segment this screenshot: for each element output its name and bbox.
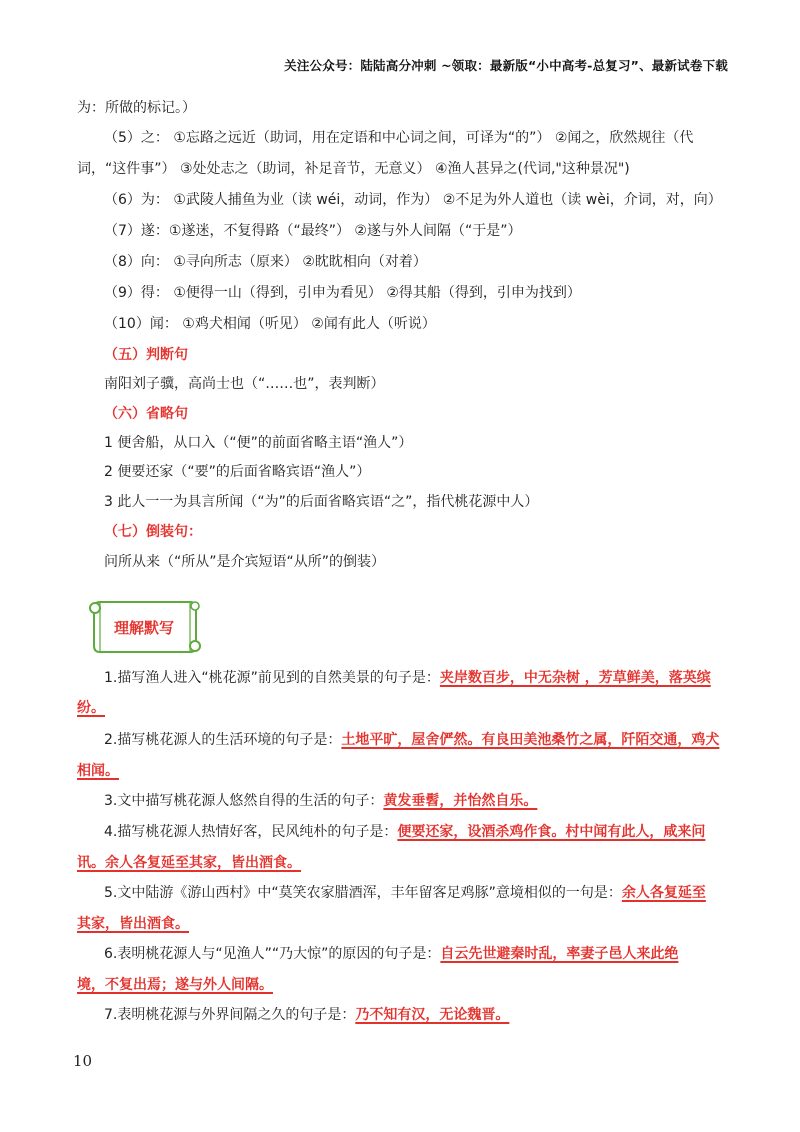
text-line: （9）得： ①便得一山（得到，引申为看见） ②得其船（得到，引申为找到）	[104, 285, 581, 301]
question-6	[104, 944, 678, 964]
section-heading: （七）倒装句：	[104, 524, 202, 540]
question-prompt: 2.描写桃花源人的生活环境的句子是：	[104, 732, 342, 748]
text-line: 2 便要还家（“要”的后面省略宾语“渔人”）	[104, 464, 371, 480]
answer-text: 讯。余人各复延至其家，皆出酒食。	[77, 855, 301, 871]
section-heading: （六）省略句	[104, 406, 188, 422]
page-number: 10	[73, 1052, 93, 1070]
question-1	[104, 668, 711, 688]
question-2	[104, 730, 719, 750]
question-1-cont	[77, 698, 105, 718]
answer-text: 自云先世避秦时乱，率妻子邑人来此绝	[440, 946, 679, 962]
text-line: 3 此人一一为具言所闻（“为”的后面省略宾语“之”，指代桃花源中人）	[104, 494, 539, 510]
answer-text: 余人各复延至	[621, 885, 706, 901]
question-5-cont	[77, 914, 189, 934]
text-line: 为：所做的标记。）	[77, 100, 196, 116]
answer-text: 乃不知有汉，无论魏晋。	[355, 1007, 510, 1023]
question-5	[104, 883, 706, 903]
answer-text: 纷。	[77, 700, 105, 716]
text-line: 词，“这件事”） ③处处志之（助词，补足音节，无意义） ④渔人甚异之(代词,"这种景况")	[77, 161, 630, 177]
text-line: 问所从来（“所从”是介宾短语“从所”的倒装）	[104, 554, 386, 570]
question-3	[104, 791, 537, 811]
text-line: （6）为： ①武陵人捕鱼为业（读 wéi，动词，作为） ②不足为外人道也（读 wèi，介词，对，向）	[104, 192, 722, 208]
answer-text: 相闻。	[77, 763, 119, 779]
question-prompt: 1.描写渔人进入“桃花源”前见到的自然美景的句子是：	[104, 670, 440, 686]
section-banner-title: 理解默写	[113, 618, 174, 637]
question-2-cont	[77, 761, 119, 781]
answer-text: 境，不复出焉；遂与外人间隔。	[77, 977, 273, 993]
answer-text: 土地平旷，屋舍俨然。有良田美池桑竹之属，阡陌交通，鸡犬	[341, 732, 720, 748]
question-prompt: 6.表明桃花源人与“见渔人”“乃大惊”的原因的句子是：	[104, 946, 441, 962]
question-6-cont	[77, 975, 273, 995]
question-prompt: 7.表明桃花源与外界间隔之久的句子是：	[104, 1007, 356, 1023]
question-7	[104, 1005, 509, 1025]
section-heading: （五）判断句	[104, 347, 188, 363]
text-line: （7）遂：①遂迷，不复得路（“最终”） ②遂与外人间隔（“于是”）	[104, 223, 522, 239]
page-header: 关注公众号：陆陆高分冲刺 ~领取：最新版“小中高考-总复习”、最新试卷下载	[284, 58, 728, 73]
answer-text: 便要还家，设酒杀鸡作食。村中闻有此人，咸来问	[397, 824, 706, 840]
question-4-cont	[77, 853, 301, 873]
text-line: （8）向： ①寻向所志（原来） ②眈眈相向（对着）	[104, 254, 427, 270]
answer-text: 其家，皆出酒食。	[77, 916, 189, 932]
text-line: （5）之： ①忘路之远近（助词，用在定语和中心词之间，可译为“的”） ②闻之，欣然规往（代	[104, 130, 694, 146]
question-prompt: 5.文中陆游《游山西村》中“莫笑农家腊酒浑，丰年留客足鸡豚”意境相似的一句是：	[104, 885, 622, 901]
answer-text: 夹岸数百步，中无杂树 ，芳草鲜美，落英缤	[439, 670, 711, 686]
question-4	[104, 822, 705, 842]
question-prompt: 3.文中描写桃花源人悠然自得的生活的句子：	[104, 793, 384, 809]
answer-text: 黄发垂髫，并怡然自乐。	[383, 793, 538, 809]
text-line: （10）闻： ①鸡犬相闻（听见） ②闻有此人（听说）	[104, 316, 436, 332]
question-prompt: 4.描写桃花源人热情好客，民风纯朴的句子是：	[104, 824, 398, 840]
text-line: 南阳刘子骥，高尚士也（“……也”，表判断）	[104, 376, 385, 392]
text-line: 1 便舍船，从口入（“便”的前面省略主语“渔人”）	[104, 435, 413, 451]
section-banner	[86, 598, 202, 656]
